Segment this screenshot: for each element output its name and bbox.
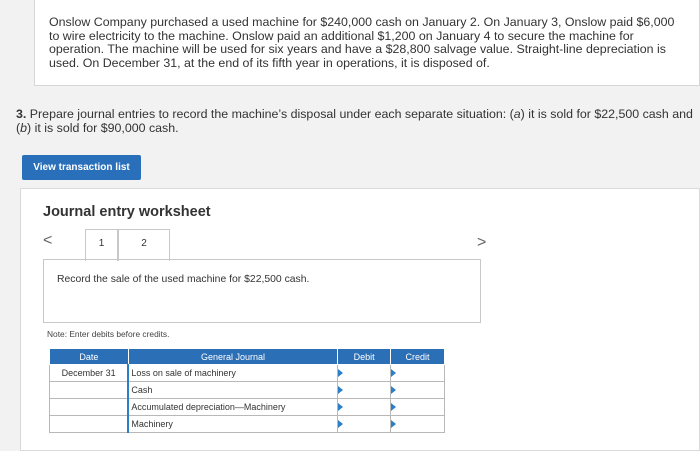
next-arrow-icon[interactable]: >	[477, 234, 487, 251]
table-row	[50, 416, 445, 433]
journal-header-row	[50, 349, 445, 365]
credit-input[interactable]	[391, 416, 445, 433]
debit-input[interactable]	[338, 399, 391, 416]
credit-input[interactable]	[391, 365, 445, 382]
entry-marker-icon	[338, 386, 343, 394]
part3-number: 3.	[16, 107, 27, 121]
general-journal-header: General Journal	[128, 349, 337, 365]
prev-arrow-icon[interactable]: <	[43, 232, 53, 249]
part3-question	[16, 108, 696, 135]
date-header: Date	[50, 349, 129, 365]
date-cell[interactable]	[50, 416, 129, 433]
account-cell[interactable]: Cash	[128, 382, 337, 399]
entry-marker-icon	[338, 420, 343, 428]
part3-text-c: ) it is sold for $90,000 cash.	[27, 120, 179, 135]
entry-marker-icon	[338, 369, 343, 377]
entry-marker-icon	[338, 403, 343, 411]
date-cell[interactable]	[50, 382, 129, 399]
entry-marker-icon	[391, 420, 396, 428]
problem-statement: Onslow Company purchased a used machine for $240,000 cash on January 2. On January 3, Onslow paid $6,000 to wire electricity to the machine. Onslow paid an additional $1,200 on January 4 to secure the machine for operation. The machine will be used for six years and have a $28,800 salvage value. Straight-line depreciation is used. On December 31, at the end of its fifth year in operations, it is disposed of.	[49, 15, 675, 70]
debit-input[interactable]	[338, 382, 391, 399]
instruction-text: Record the sale of the used machine for $22,500 cash.	[57, 274, 310, 285]
account-cell[interactable]: Machinery	[128, 416, 337, 433]
part3-a: a	[513, 107, 521, 121]
account-cell[interactable]: Loss on sale of machinery	[128, 365, 337, 382]
table-row	[50, 365, 445, 382]
account-cell[interactable]: Accumulated depreciation—Machinery	[128, 399, 337, 416]
view-transaction-list-button[interactable]: View transaction list	[22, 155, 141, 180]
table-row	[50, 382, 445, 399]
entry-marker-icon	[391, 369, 396, 377]
part3-text-a: Prepare journal entries to record the machine’s disposal under each separate situation: (	[26, 107, 514, 121]
note-text: Note: Enter debits before credits.	[47, 329, 170, 339]
tab-2[interactable]: 2	[118, 229, 170, 261]
entry-marker-icon	[391, 386, 396, 394]
part3-text-b: ) it is sold for $22,500 cash and (	[16, 107, 693, 135]
part3-b: b	[20, 120, 28, 135]
date-cell[interactable]	[50, 399, 129, 416]
credit-header: Credit	[391, 349, 445, 365]
debit-input[interactable]	[338, 365, 391, 382]
tab-1[interactable]: 1	[85, 229, 118, 261]
worksheet-title: Journal entry worksheet	[43, 204, 211, 220]
journal-table	[49, 348, 445, 433]
debit-input[interactable]	[338, 416, 391, 433]
entry-marker-icon	[391, 403, 396, 411]
instruction-box	[43, 259, 481, 323]
debit-header: Debit	[338, 349, 391, 365]
journal-entry-worksheet	[20, 188, 700, 451]
date-cell[interactable]: December 31	[50, 365, 129, 382]
table-row	[50, 399, 445, 416]
credit-input[interactable]	[391, 382, 445, 399]
problem-card	[34, 0, 700, 86]
credit-input[interactable]	[391, 399, 445, 416]
